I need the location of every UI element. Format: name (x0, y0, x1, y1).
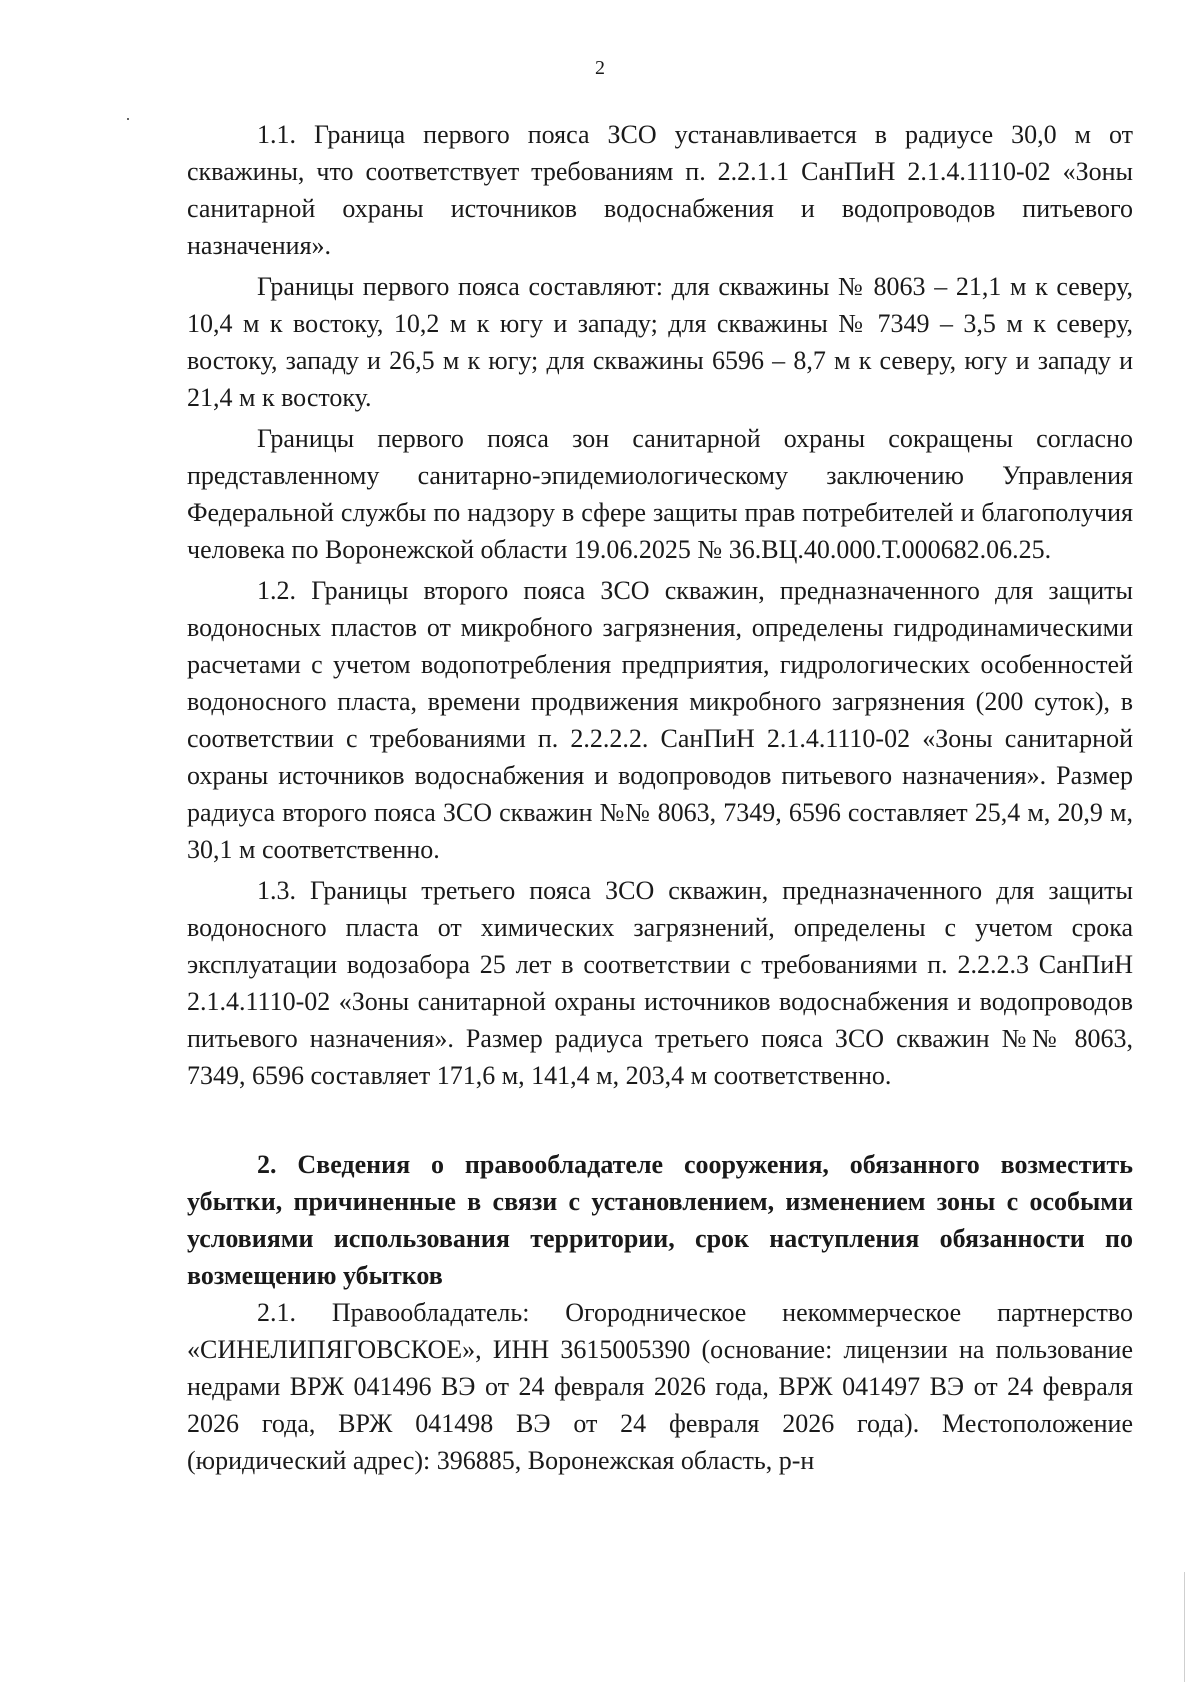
scan-speck (127, 118, 129, 120)
paragraph-1-2: 1.2. Границы второго пояса ЗСО скважин, предназначенного для защиты водоносных пластов от микробного загрязнения, определены гидродинамическими расчетами с учетом водопотребления предприятия, гидрологических особенностей водоносного пласта, времени продвижения микробного загрязнения (200 суток), в соответствии с требованиями п. 2.2.2.2. СанПиН 2.1.4.1110-02 «Зоны санитарной охраны источников водоснабжения и водопроводов питьевого назначения». Размер радиуса второго пояса ЗСО скважин №№ 8063, 7349, 6596 составляет 25,4 м, 20,9 м, 30,1 м соответственно. (187, 576, 1133, 864)
paragraph-1-3: 1.3. Границы третьего пояса ЗСО скважин, предназначенного для защиты водоносного пласта от химических загрязнений, определены с учетом срока эксплуатации водозабора 25 лет в соответствии с требованиями п. 2.2.2.3 СанПиН 2.1.4.1110-02 «Зоны санитарной охраны источников водоснабжения и водопроводов питьевого назначения». Размер радиуса третьего пояса ЗСО скважин №№ 8063, 7349, 6596 составляет 171,6 м, 141,4 м, 203,4 м соответственно. (187, 876, 1133, 1090)
paragraph-boundaries-first-belt: Границы первого пояса составляют: для скважины № 8063 – 21,1 м к северу, 10,4 м к востоку, 10,2 м к югу и западу; для скважины № 7349 – 3,5 м к северу, востоку, западу и 26,5 м к югу; для скважины 6596 – 8,7 м к северу, югу и западу и 21,4 м к востоку. (187, 272, 1133, 412)
paragraph-1-1: 1.1. Граница первого пояса ЗСО устанавливается в радиусе 30,0 м от скважины, что соответствует требованиям п. 2.2.1.1 СанПиН 2.1.4.1110-02 «Зоны санитарной охраны источников водоснабжения и водопроводов питьевого назначения». (187, 120, 1133, 260)
page-number: 2 (595, 57, 605, 79)
scan-edge-mark (1184, 1572, 1185, 1682)
paragraph-boundaries-reduced: Границы первого пояса зон санитарной охраны сокращены согласно представленному санитарно-эпидемиологическому заключению Управления Федеральной службы по надзору в сфере защиты прав потребителей и благополучия человека по Воронежской области 19.06.2025 № 36.ВЦ.40.000.Т.000682.06.25. (187, 424, 1133, 564)
section-2-heading: 2. Сведения о правообладателе сооружения, обязанного возместить убытки, причиненные в связи с установлением, изменением зоны с особыми условиями использования территории, срок наступления обязанности по возмещению убытков (187, 1150, 1133, 1290)
document-body (187, 116, 1133, 1479)
paragraph-2-1: 2.1. Правообладатель: Огородническое некоммерческое партнерство «СИНЕЛИПЯГОВСКОЕ», ИНН 3615005390 (основание: лицензии на пользование недрами ВРЖ 041496 ВЭ от 24 февраля 2026 года, ВРЖ 041497 ВЭ от 24 февраля 2026 года, ВРЖ 041498 ВЭ от 24 февраля 2026 года). Местоположение (юридический адрес): 396885, Воронежская область, р-н (187, 1298, 1133, 1475)
